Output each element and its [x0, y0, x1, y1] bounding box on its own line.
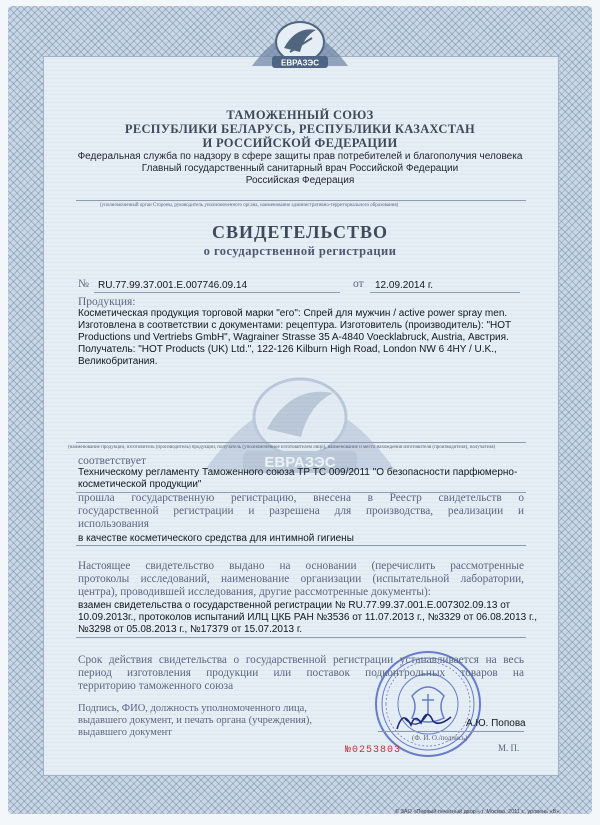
union-line-3: И РОССИЙСКОЙ ФЕДЕРАЦИИ: [202, 136, 398, 150]
basis-line: центра), проводившей исследования, другие рассмотренные документы):: [78, 586, 431, 598]
passed-line: использования: [78, 518, 149, 530]
usage-value: в качестве косметического средства для интимной гигиены: [78, 533, 354, 544]
product-line: Изготовлена в соответствии с документами: рецептура. Изготовитель (производитель): "HOT: [78, 320, 512, 331]
usage-underline: [76, 545, 526, 546]
authority-underline: [76, 200, 526, 201]
union-line-2: РЕСПУБЛИКИ БЕЛАРУСЬ, РЕСПУБЛИКИ КАЗАХСТАН: [124, 122, 476, 136]
passed-line: государственной регистрации и разрешена для производства, реализации и: [78, 505, 524, 517]
passed-line: прошла государственную регистрацию, внесена в Реестр свидетельств о: [78, 492, 524, 504]
product-label: Продукция:: [78, 296, 136, 308]
signature-caption-line: выдавшего документ: [78, 727, 172, 738]
authority-line-3: Российская Федерация: [245, 175, 355, 186]
signature-underline: [378, 731, 524, 732]
signature-caption-line: Подпись, ФИО, должность уполномоченного лица,: [78, 703, 307, 714]
printer-footer: © ЗАО «Первый печатный двор», г. Москва, 2011 г., уровень «В».: [395, 809, 561, 815]
emblem-label: ЕВРАЗЭС: [280, 58, 320, 68]
product-line: Косметическая продукция торговой марки "его": Спрей для мужчин / active power spray men.: [78, 308, 508, 319]
validity-line: Срок действия свидетельства о государственной регистрации устанавливается на весь: [78, 654, 524, 666]
product-line: Productions und Vertriebs GmbH", Wagrainer Strasse 35 A-4840 Voecklabruck, Austria, Австрия.: [78, 332, 509, 343]
eurasec-emblem-icon: [246, 8, 354, 70]
basis-underline: [76, 637, 526, 638]
validity-line: территорию таможенного союза: [78, 680, 234, 692]
basis-value: взамен свидетельства о государственной регистрации № RU.77.99.37.001.Е.007302.09.13 от: [78, 600, 511, 611]
signer-name: А.Ю. Попова: [466, 718, 526, 729]
mp-label: М. П.: [498, 743, 520, 753]
authority-line-1: Федеральная служба по надзору в сфере защиты прав потребителей и благополучия человека: [77, 151, 523, 162]
signature-caption-line: выдавшего документ, и печать органа (учреждения),: [78, 715, 312, 726]
fio-caption: (Ф. И. О./подпись): [412, 734, 468, 742]
basis-line: Настоящее свидетельство выдано на основании (перечислить рассмотренные: [78, 560, 524, 572]
watermark-label: ЕВРАЗЭС: [264, 454, 336, 471]
authority-caption: (уполномоченный орган Стороны, руководитель уполномоченного органа, наименование административно-территориального образования): [100, 203, 399, 208]
conformity-line: Техническому регламенту Таможенного союза ТР ТС 009/2011 "О безопасности парфюмерно-: [78, 467, 518, 478]
number-label: №: [78, 278, 89, 290]
basis-line: протоколы исследований, наименование организации (испытательной лаборатории,: [78, 573, 524, 585]
product-line: Великобритания.: [78, 356, 158, 367]
validity-line: период изготовления продукции или поставок подконтрольных товаров на: [78, 667, 524, 679]
conformity-line: косметической продукции": [78, 479, 202, 490]
certificate-title: СВИДЕТЕЛЬСТВО: [211, 222, 389, 242]
registration-date: 12.09.2014 г.: [375, 280, 434, 291]
conformity-label: соответствует: [78, 455, 147, 467]
certificate-subtitle: о государственной регистрации: [203, 244, 397, 258]
product-line: Получатель: "HOT Products (UK) Ltd.", 122-126 Kilburn High Road, London NW 6 4HY / U.K.,: [78, 344, 497, 355]
registration-number: RU.77.99.37.001.Е.007746.09.14: [98, 280, 248, 291]
union-line-1: ТАМОЖЕННЫЙ СОЮЗ: [226, 108, 374, 122]
product-caption: (наименование продукции, изготовитель (производитель) продукции, получатель (уполномоченное изготовителем лицо), наименование и место нахождения изготовителя (производителя), получателя): [68, 445, 496, 450]
basis-value: №3298 от 05.08.2013 г., №17379 от 15.07.2013 г.: [78, 624, 303, 635]
serial-number: [345, 744, 401, 756]
authority-line-2: Главный государственный санитарный врач Российской Федерации: [141, 163, 459, 174]
date-label: от: [353, 278, 364, 290]
eurasec-watermark-icon: [195, 355, 405, 475]
basis-value: 10.09.2013г., протоколов испытаний ИЛЦ ЦКБ РАН №3536 от 11.07.2013 г., №3329 от 06.08.2013 г.,: [78, 612, 537, 623]
serial-prefix: №: [345, 745, 353, 756]
number-underline: [94, 292, 340, 293]
date-underline: [370, 292, 520, 293]
serial-value: 0253803: [352, 745, 402, 756]
product-underline: [76, 442, 526, 443]
